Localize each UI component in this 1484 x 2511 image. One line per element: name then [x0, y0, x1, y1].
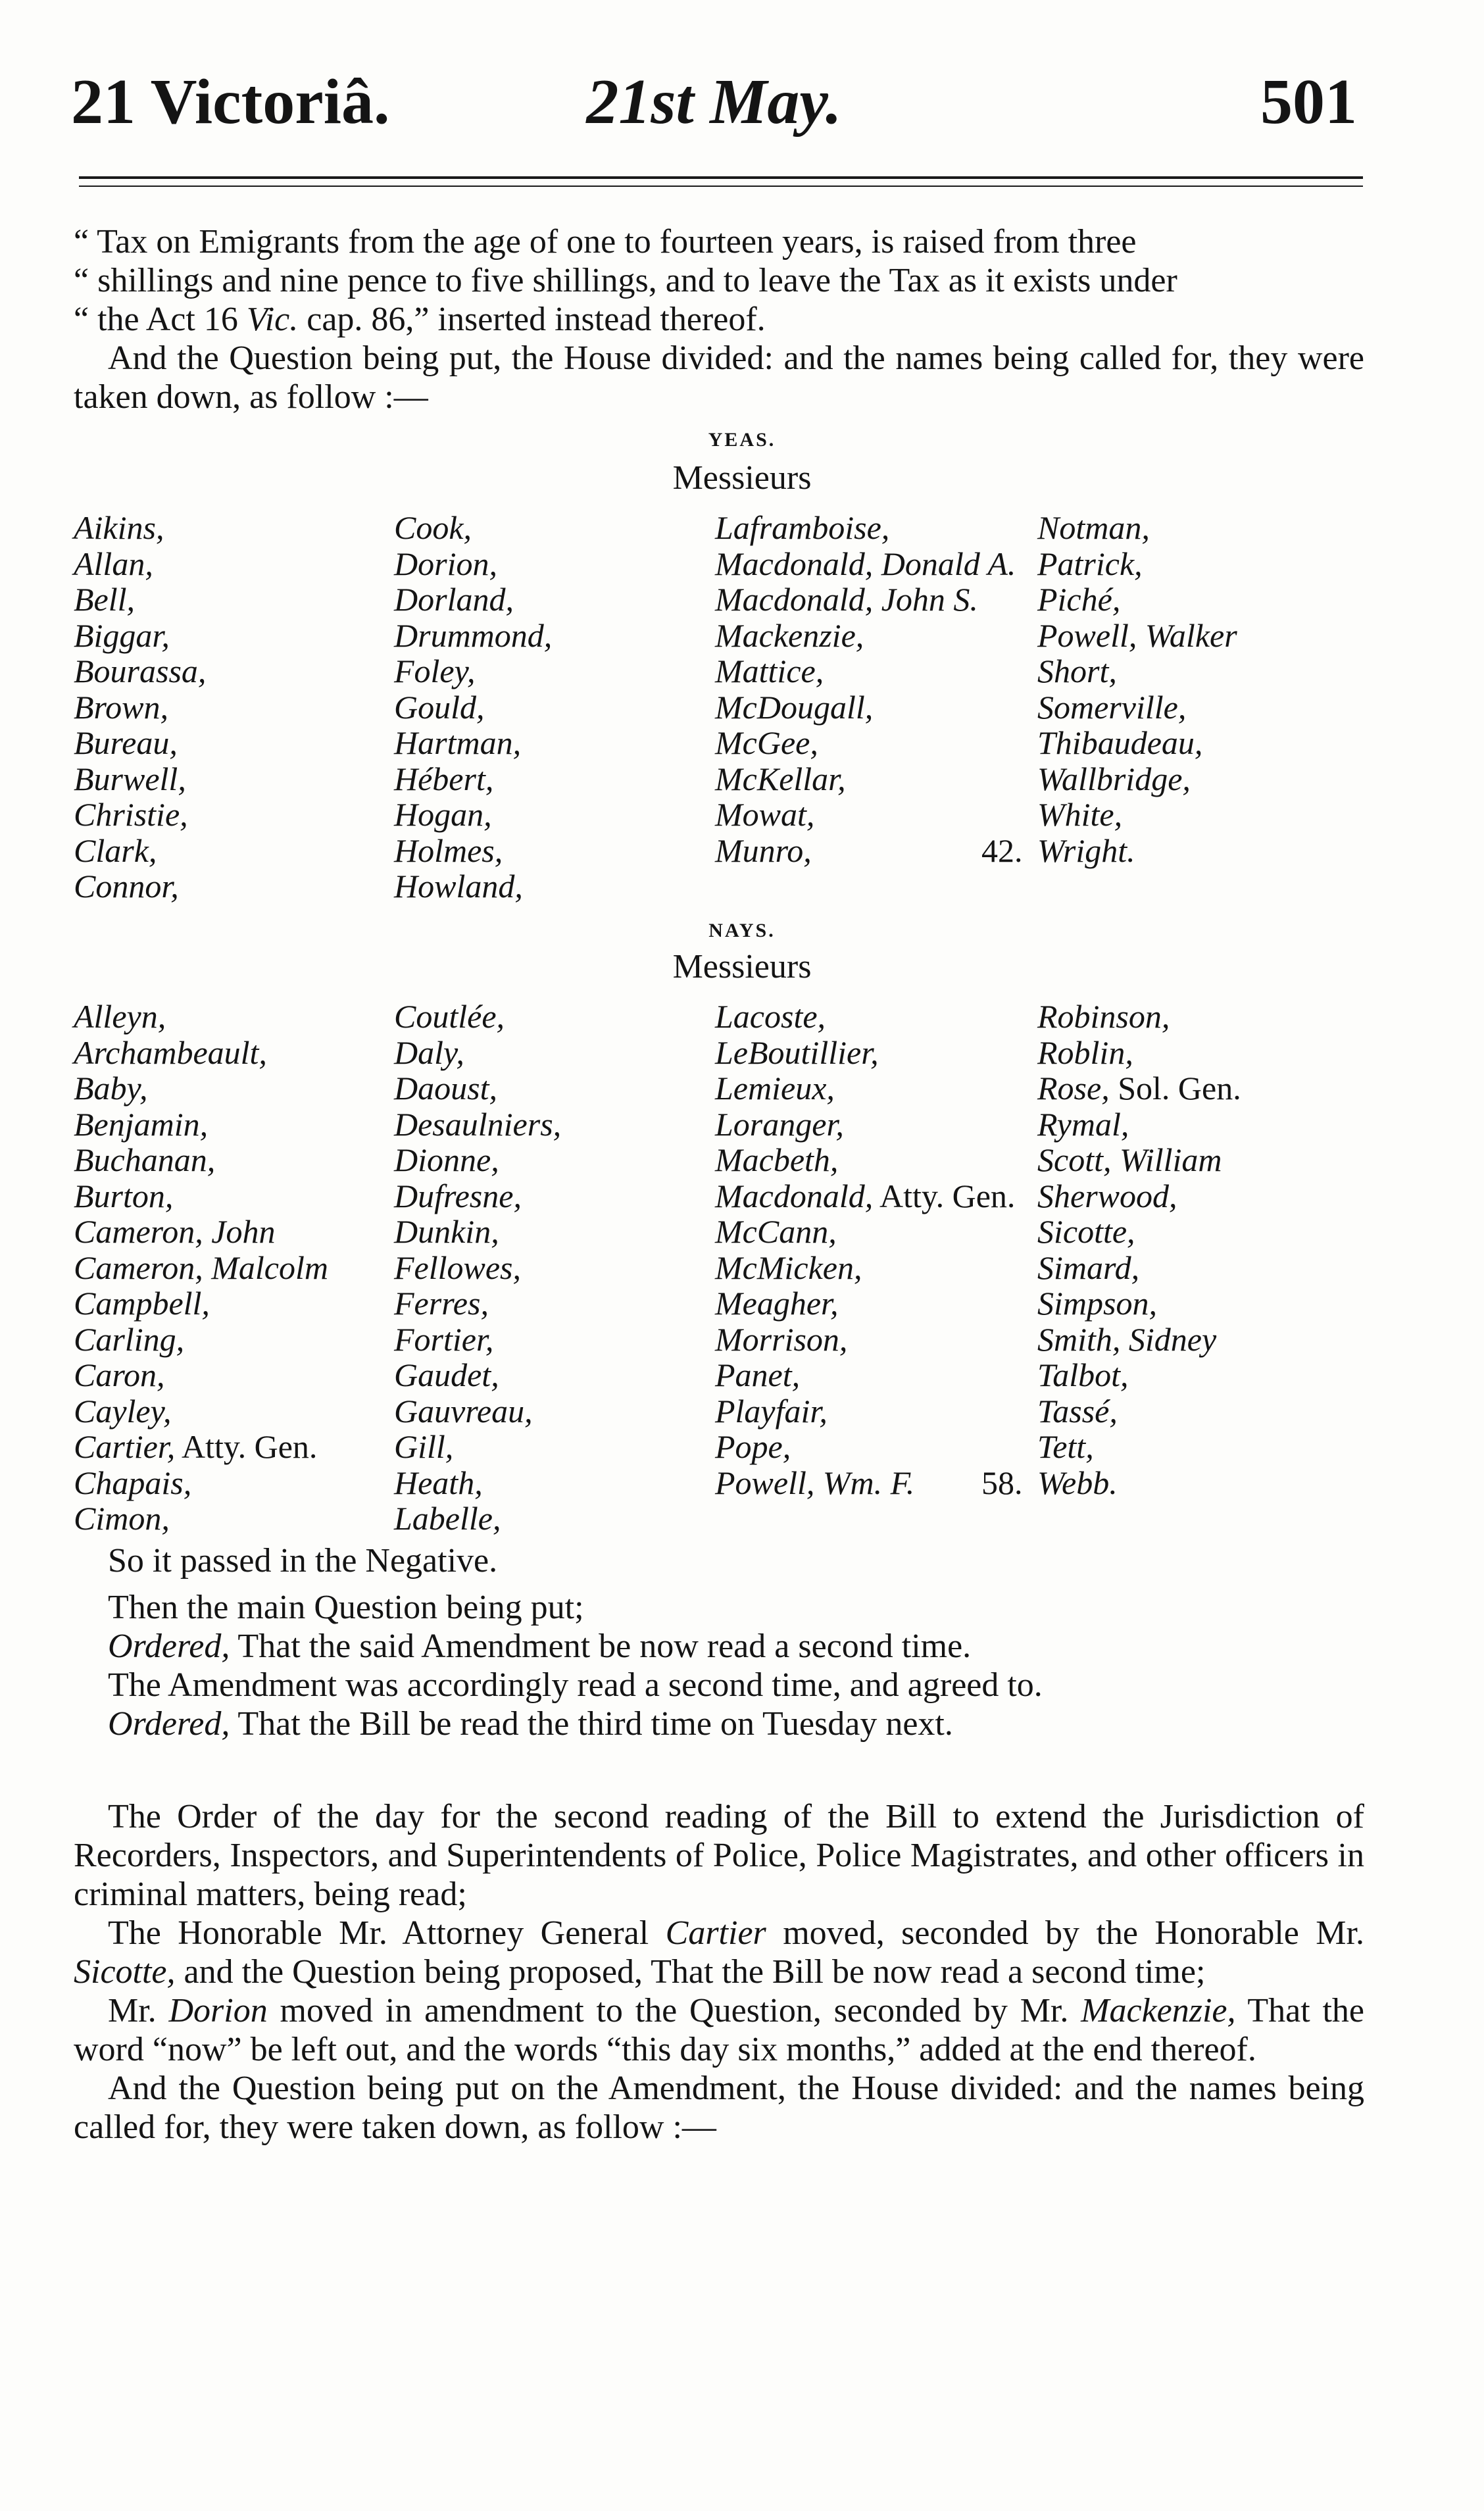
quote-line: “ shillings and nine pence to five shillings, and to leave the Tax as it exists under: [74, 262, 1177, 299]
member-name: Macdonald, Donald A.: [715, 545, 1016, 582]
member-name: Macdonald, Atty. Gen.: [715, 1177, 1016, 1214]
header-rule-thin: [79, 186, 1363, 187]
header-date: 21st May.: [586, 66, 842, 137]
member-name: Morrison,: [715, 1320, 848, 1358]
member-name: Scott, William: [1037, 1141, 1222, 1178]
nays-column-2: [394, 999, 561, 1537]
nays-list: [74, 999, 1383, 1538]
member-name: Labelle,: [394, 1500, 501, 1537]
member-name: McKellar,: [715, 760, 846, 797]
page-number: 501: [1260, 66, 1357, 137]
ordered-line: Ordered, That the said Amendment be now read a second time.: [108, 1628, 972, 1665]
member-name: Cameron, John: [74, 1213, 276, 1250]
member-name: Burwell,: [74, 760, 186, 797]
member-name: Bureau,: [74, 724, 178, 761]
yeas-list: [74, 510, 1383, 911]
yeas-column-2: [394, 510, 552, 905]
bill-paragraph: And the Question being put on the Amendment, the House divided: and the names being called for, they were taken down, as follow :—: [74, 2070, 1364, 2146]
member-name: Panet,: [715, 1356, 801, 1393]
member-name: White,: [1037, 796, 1123, 833]
member-name: McMicken,: [715, 1249, 862, 1286]
yeas-messieurs: Messieurs: [672, 459, 812, 497]
member-name: Archambeault,: [74, 1033, 267, 1071]
member-name: Simard,: [1037, 1249, 1140, 1286]
member-name: Mowat,: [715, 796, 815, 833]
member-name: Roblin,: [1037, 1033, 1133, 1071]
member-name: Dionne,: [394, 1141, 499, 1178]
member-name: McGee,: [715, 724, 818, 761]
member-name: Howland,: [394, 868, 523, 905]
member-name: Carling,: [74, 1320, 185, 1358]
yeas-heading: YEAS.: [708, 429, 776, 451]
member-name: Desaulniers,: [394, 1105, 562, 1143]
member-name: Campbell,: [74, 1285, 210, 1322]
member-name: Notman,: [1037, 509, 1150, 546]
member-name: McDougall,: [715, 688, 874, 726]
member-name: Sicotte,: [1037, 1213, 1135, 1250]
member-name: Robinson,: [1037, 998, 1170, 1035]
main-question-line: Then the main Question being put;: [108, 1589, 584, 1626]
member-name: Cartier, Atty. Gen.: [74, 1428, 318, 1465]
member-name: Laframboise,: [715, 509, 890, 546]
result-text: [74, 1541, 1364, 1743]
member-name: McCann,: [715, 1213, 837, 1250]
member-name: Lacoste,: [715, 998, 826, 1035]
member-name: Somerville,: [1037, 688, 1187, 726]
member-name: Burton,: [74, 1177, 174, 1214]
member-name: Meagher,: [715, 1285, 839, 1322]
member-name: Clark,: [74, 832, 157, 869]
member-name: Macdonald, John S.: [715, 581, 978, 618]
member-name: Fortier,: [394, 1320, 494, 1358]
member-name: Dorion,: [394, 545, 497, 582]
member-name: Rose, Sol. Gen.: [1037, 1070, 1241, 1106]
negative-line: So it passed in the Negative.: [108, 1542, 498, 1579]
member-name: Powell, Wm. F.: [715, 1464, 915, 1501]
member-name: Ferres,: [394, 1285, 489, 1322]
nays-column-4: [1037, 999, 1241, 1501]
member-name: Gaudet,: [394, 1356, 499, 1393]
member-name: Rymal,: [1037, 1105, 1129, 1143]
member-name: Thibaudeau,: [1037, 724, 1203, 761]
member-name: Daoust,: [394, 1070, 497, 1106]
member-name: Benjamin,: [74, 1105, 209, 1143]
member-name: Holmes,: [394, 832, 503, 869]
member-name: Macbeth,: [715, 1141, 839, 1178]
member-name: Tassé,: [1037, 1392, 1118, 1430]
member-name: Sherwood,: [1037, 1177, 1177, 1214]
member-name: Christie,: [74, 796, 188, 833]
member-name: Cimon,: [74, 1500, 170, 1537]
member-name: Gill,: [394, 1428, 454, 1465]
member-name: Cayley,: [74, 1392, 172, 1430]
quote-line: “ the Act 16 Vic. cap. 86,” inserted instead thereof.: [74, 301, 766, 338]
member-name: Smith, Sidney: [1037, 1320, 1217, 1358]
member-name: Aikins,: [74, 509, 164, 546]
bill-paragraph: The Honorable Mr. Attorney General Cartier moved, seconded by the Honorable Mr. Sicotte, and the Question being proposed, That the Bill be now read a second time;: [74, 1914, 1364, 1991]
member-name: Munro,: [715, 832, 812, 869]
member-name: Tett,: [1037, 1428, 1094, 1465]
member-name: Biggar,: [74, 616, 170, 654]
member-name: Talbot,: [1037, 1356, 1129, 1393]
member-name: Drummond,: [394, 616, 553, 654]
amendment-line: The Amendment was accordingly read a second time, and agreed to.: [108, 1666, 1043, 1704]
member-name: Dufresne,: [394, 1177, 522, 1214]
member-name: Cook,: [394, 509, 472, 546]
member-name: Allan,: [74, 545, 153, 582]
member-name: Chapais,: [74, 1464, 192, 1501]
division-paragraph: And the Question being put, the House divided: and the names being called for, they were taken down, as follow :—: [74, 339, 1364, 416]
yeas-column-1: [74, 510, 206, 905]
member-name: Buchanan,: [74, 1141, 216, 1178]
member-name: Hébert,: [394, 760, 494, 797]
member-name: LeBoutillier,: [715, 1033, 879, 1071]
member-name: Wright.: [1037, 832, 1135, 869]
member-name: Short,: [1037, 653, 1117, 689]
yeas-column-3: [715, 510, 1016, 868]
nays-messieurs: Messieurs: [672, 948, 812, 985]
member-name: Bell,: [74, 581, 136, 618]
member-name: Dorland,: [394, 581, 514, 618]
member-name: Alleyn,: [74, 998, 166, 1035]
nays-total: 58.: [981, 1464, 1023, 1501]
member-name: Hogan,: [394, 796, 492, 833]
member-name: Gould,: [394, 688, 485, 726]
member-name: Baby,: [74, 1070, 148, 1106]
member-name: Dunkin,: [394, 1213, 499, 1250]
member-name: Bourassa,: [74, 653, 207, 689]
member-name: Foley,: [394, 653, 476, 689]
bill-text: [74, 1797, 1364, 2147]
member-name: Coutlée,: [394, 998, 505, 1035]
member-name: Piché,: [1037, 581, 1121, 618]
yeas-column-4: [1037, 510, 1237, 868]
member-name: Fellowes,: [394, 1249, 522, 1286]
member-name: Caron,: [74, 1356, 165, 1393]
nays-heading: NAYS.: [708, 920, 776, 941]
member-name: Pope,: [715, 1428, 791, 1465]
member-name: Gauvreau,: [394, 1392, 533, 1430]
member-name: Mackenzie,: [715, 616, 864, 654]
member-name: Lemieux,: [715, 1070, 835, 1106]
member-name: Connor,: [74, 868, 179, 905]
member-name: Heath,: [394, 1464, 483, 1501]
regnal-year: 21 Victoriâ.: [71, 66, 390, 137]
member-name: Mattice,: [715, 653, 824, 689]
member-name: Webb.: [1037, 1464, 1118, 1501]
member-name: Powell, Walker: [1037, 616, 1237, 654]
header-rule-thick: [79, 176, 1363, 179]
yeas-total: 42.: [981, 832, 1023, 869]
member-name: Loranger,: [715, 1105, 844, 1143]
member-name: Hartman,: [394, 724, 522, 761]
member-name: Playfair,: [715, 1392, 828, 1430]
nays-column-1: [74, 999, 328, 1537]
bill-paragraph: Mr. Dorion moved in amendment to the Question, seconded by Mr. Mackenzie, That the word “now” be left out, and the words “this day six months,” added at the end thereof.: [74, 1992, 1364, 2068]
member-name: Wallbridge,: [1037, 760, 1191, 797]
page-header: [71, 62, 1357, 141]
ordered-line: Ordered, That the Bill be read the third time on Tuesday next.: [108, 1705, 953, 1743]
member-name: Brown,: [74, 688, 168, 726]
member-name: Simpson,: [1037, 1285, 1157, 1322]
member-name: Patrick,: [1037, 545, 1143, 582]
member-name: Daly,: [394, 1033, 464, 1071]
bill-paragraph: The Order of the day for the second reading of the Bill to extend the Jurisdiction of Recorders, Inspectors, and Superintendents of Police, Police Magistrates, and other officers in criminal matters, being read;: [74, 1798, 1364, 1913]
nays-column-3: [715, 999, 1015, 1501]
member-name: Cameron, Malcolm: [74, 1249, 328, 1286]
quote-line: “ Tax on Emigrants from the age of one to fourteen years, is raised from three: [74, 223, 1137, 261]
intro-text: [74, 222, 1364, 416]
